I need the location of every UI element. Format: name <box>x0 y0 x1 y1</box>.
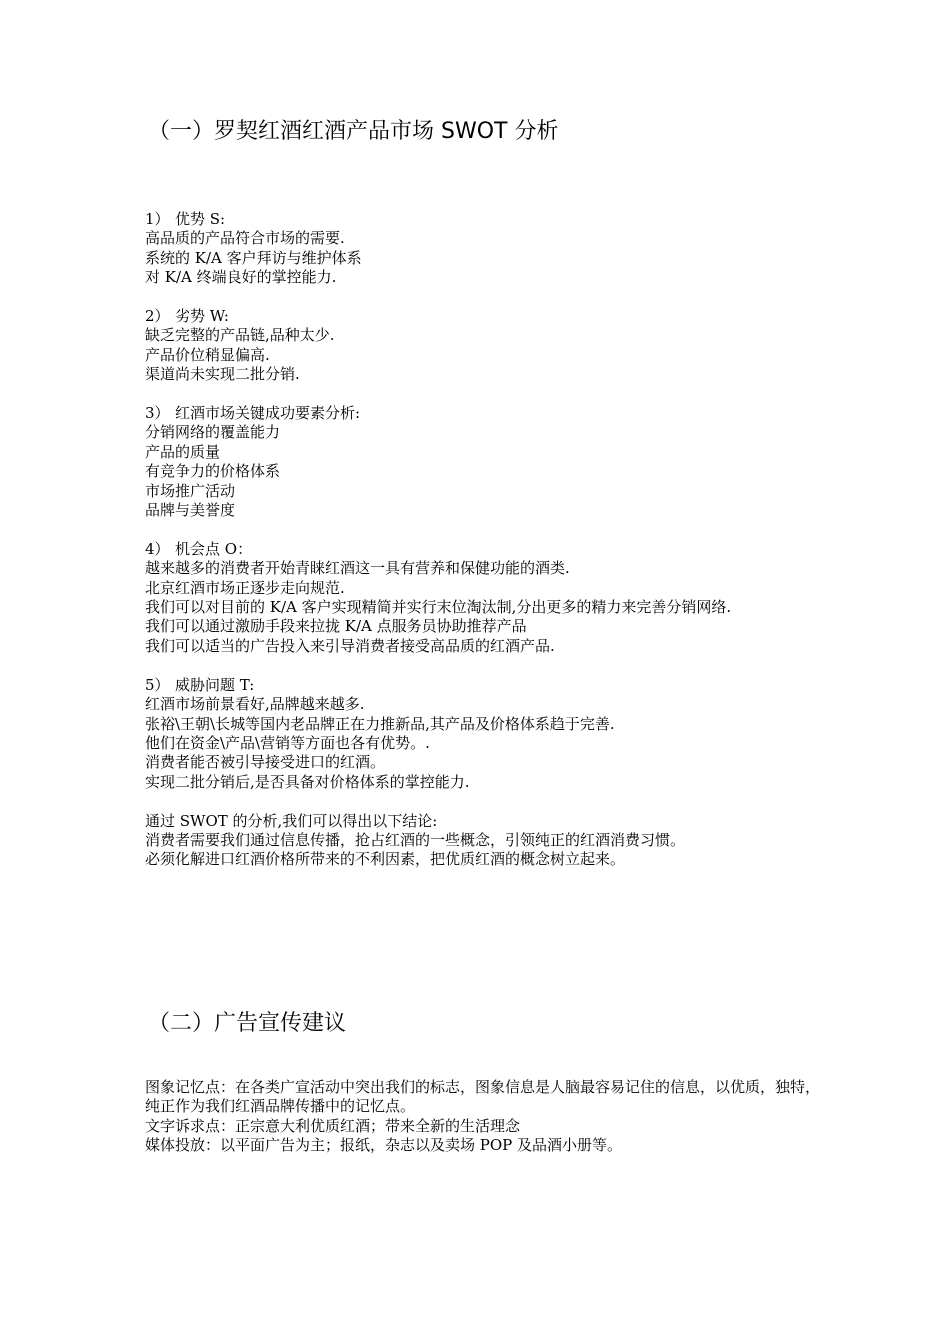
section1-title: （一）罗契红酒红酒产品市场 SWOT 分析 <box>148 119 559 144</box>
threat-item: 他们在资金\产品\营销等方面也各有优势。. <box>145 733 430 752</box>
threats-heading: 5） 威胁问题 T: <box>145 675 255 694</box>
opportunities-heading: 4） 机会点 O： <box>145 539 253 558</box>
conclusion-heading: 通过 SWOT 的分析,我们可以得出以下结论: <box>145 811 438 830</box>
key-factors-heading: 3） 红酒市场关键成功要素分析: <box>145 404 361 423</box>
paragraph-gap <box>145 288 825 307</box>
opportunity-item: 我们可以适当的广告投入来引导消费者接受高品质的红酒产品. <box>145 636 555 655</box>
ad-suggestion-item: 文字诉求点：正宗意大利优质红酒；带来全新的生活理念 <box>145 1116 521 1135</box>
weaknesses-heading: 2） 劣势 W: <box>145 307 229 326</box>
threat-item: 张裕\王朝\长城等国内老品牌正在力推新品,其产品及价格体系趋于完善. <box>145 714 615 733</box>
paragraph-gap <box>145 792 825 811</box>
threat-item: 消费者能否被引导接受进口的红酒。 <box>145 753 386 772</box>
key-factor-item: 品牌与美誉度 <box>145 501 236 520</box>
weakness-item: 缺乏完整的产品链,品种太少. <box>145 326 335 345</box>
threat-item: 红酒市场前景看好,品牌越来越多. <box>145 695 365 714</box>
weakness-item: 产品价位稍显偏高. <box>145 345 270 364</box>
ad-suggestion-item: 媒体投放：以平面广告为主；报纸，杂志以及卖场 POP 及品酒小册等。 <box>145 1136 623 1155</box>
conclusion-item: 必须化解进口红酒价格所带来的不利因素，把优质红酒的概念树立起来。 <box>145 850 626 869</box>
conclusion-item: 消费者需要我们通过信息传播，抢占红酒的一些概念，引领纯正的红酒消费习惯。 <box>145 830 686 849</box>
paragraph-gap <box>145 520 825 539</box>
paragraph-gap <box>145 385 825 404</box>
strength-item: 对 K/A 终端良好的掌控能力. <box>145 268 337 287</box>
key-factor-item: 分销网络的覆盖能力 <box>145 423 281 442</box>
swot-analysis-body <box>145 210 825 870</box>
strength-item: 系统的 K/A 客户拜访与维护体系 <box>145 248 362 267</box>
opportunity-item: 越来越多的消费者开始青睐红酒这一具有营养和保健功能的酒类. <box>145 559 570 578</box>
weakness-item: 渠道尚未实现二批分销. <box>145 365 300 384</box>
key-factor-item: 市场推广活动 <box>145 481 236 500</box>
key-factor-item: 产品的质量 <box>145 442 221 461</box>
advertising-suggestions-body <box>145 1078 825 1156</box>
strength-item: 高品质的产品符合市场的需要. <box>145 229 345 248</box>
strengths-heading: 1） 优势 S: <box>145 210 226 228</box>
opportunity-item: 北京红酒市场正逐步走向规范. <box>145 578 345 597</box>
ad-suggestion-item: 图象记忆点：在各类广宣活动中突出我们的标志，图象信息是人脑最容易记住的信息，以优质，独特，纯正作为我们红酒品牌传播中的记忆点。 <box>145 1078 821 1116</box>
threat-item: 实现二批分销后,是否具备对价格体系的掌控能力. <box>145 772 470 791</box>
key-factor-item: 有竞争力的价格体系 <box>145 462 281 481</box>
opportunity-item: 我们可以对目前的 K/A 客户实现精简并实行末位淘汰制,分出更多的精力来完善分销网络. <box>145 598 732 617</box>
section2-title: （二）广告宣传建议 <box>148 1011 347 1036</box>
paragraph-gap <box>145 656 825 675</box>
opportunity-item: 我们可以通过激励手段来拉拢 K/A 点服务员协助推荐产品 <box>145 617 527 636</box>
